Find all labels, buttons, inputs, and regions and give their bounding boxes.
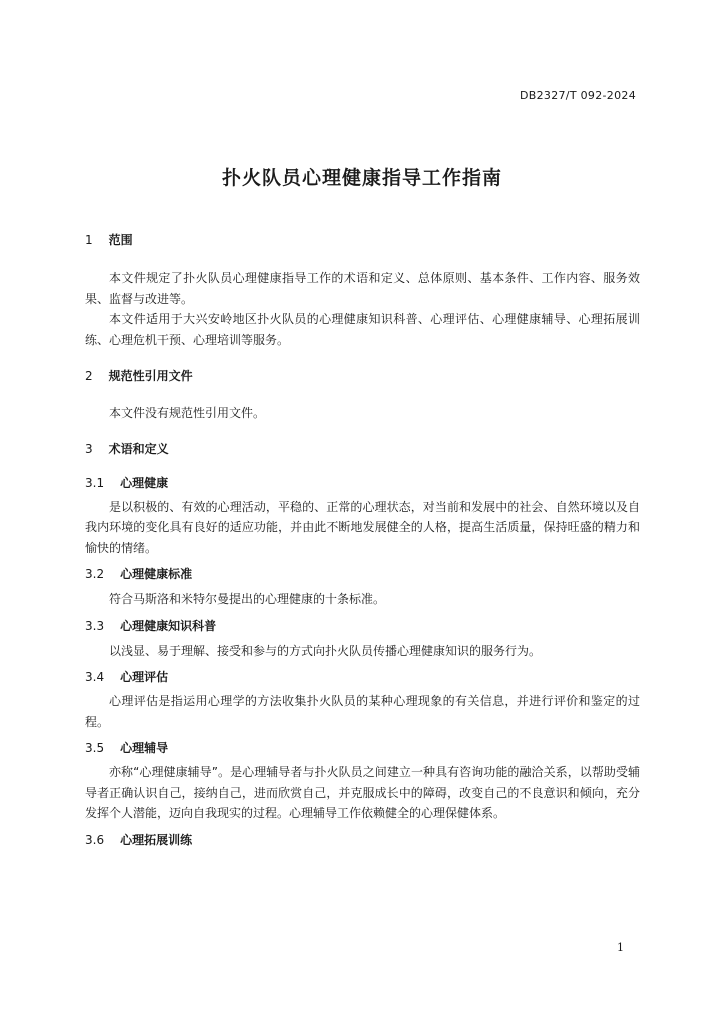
- standard-code: DB2327/T 092-2024: [520, 89, 636, 102]
- section-number: 3.2: [85, 567, 105, 581]
- paragraph: 本文件适用于大兴安岭地区扑火队员的心理健康知识科普、心理评估、心理健康辅导、心理拓展训练、心理危机干预、心理培训等服务。: [85, 312, 640, 347]
- paragraph: 是以积极的、有效的心理活动，平稳的、正常的心理状态，对当前和发展中的社会、自然环境以及自我内环境的变化具有良好的适应功能，并由此不断地发展健全的人格，提高生活质量，保持旺盛的精力和愉快的情绪。: [85, 499, 640, 555]
- section-title: 心理健康标准: [120, 567, 193, 581]
- subsection-3-1-heading: [85, 475, 640, 491]
- section-number: 2: [85, 369, 93, 383]
- paragraph: 本文件没有规范性引用文件。: [109, 406, 266, 420]
- section-title: 心理拓展训练: [120, 832, 193, 847]
- section-title: 心理评估: [120, 670, 169, 684]
- subsection-3-6-heading: [85, 832, 640, 848]
- subsection-3-4-heading: [85, 669, 640, 685]
- section-title: 规范性引用文件: [108, 369, 193, 383]
- section-number: 3.5: [85, 741, 105, 755]
- section-number: 3.3: [85, 618, 105, 633]
- section-title: 心理健康知识科普: [120, 618, 217, 633]
- section-number: 3.6: [85, 832, 105, 847]
- section-1-heading: [85, 232, 640, 248]
- subsection-3-5-heading: [85, 740, 640, 756]
- section-number: 3.4: [85, 670, 105, 684]
- section-number: 3: [85, 441, 93, 456]
- section-title: 心理健康: [120, 475, 169, 490]
- section-title: 范围: [108, 233, 133, 247]
- paragraph: 亦称“心理健康辅导”。是心理辅导者与扑火队员之间建立一种具有咨询功能的融洽关系，以帮助受辅导者正确认识自己，接纳自己，进而欣赏自己，并克服成长中的障碍，改变自己的不良意识和倾向，充分发挥个人潜能，迈向自我现实的过程。心理辅导工作依赖健全的心理保健体系。: [85, 765, 640, 820]
- paragraph: 符合马斯洛和米特尔曼提出的心理健康的十条标准。: [109, 592, 386, 606]
- subsection-3-3-heading: [85, 618, 640, 634]
- paragraph: 以浅显、易于理解、接受和参与的方式向扑火队员传播心理健康知识的服务行为。: [109, 643, 542, 658]
- section-title: 术语和定义: [108, 441, 169, 456]
- section-number: 1: [85, 233, 93, 247]
- page-number: 1: [617, 941, 624, 954]
- section-2-heading: [85, 368, 640, 384]
- paragraph: 心理评估是指运用心理学的方法收集扑火队员的某种心理现象的有关信息，并进行评价和鉴定的过程。: [85, 694, 640, 729]
- subsection-3-2-heading: [85, 566, 640, 582]
- section-number: 3.1: [85, 475, 105, 490]
- section-3-heading: [85, 441, 640, 457]
- document-body: [85, 232, 640, 848]
- paragraph: 本文件规定了扑火队员心理健康指导工作的术语和定义、总体原则、基本条件、工作内容、服务效果、监督与改进等。: [85, 271, 640, 306]
- document-title: 扑火队员心理健康指导工作指南: [221, 167, 502, 189]
- section-title: 心理辅导: [120, 741, 169, 755]
